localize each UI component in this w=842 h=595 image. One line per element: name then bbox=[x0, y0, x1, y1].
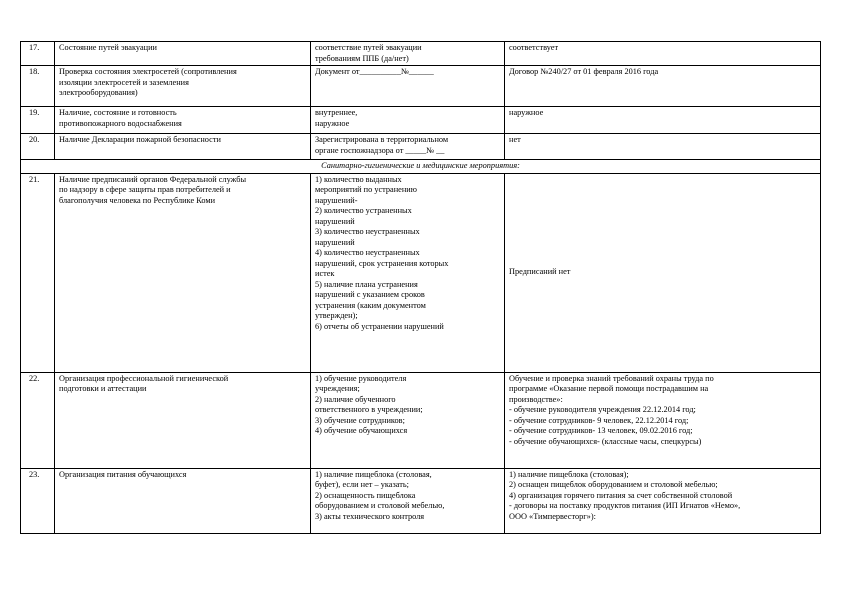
row-name: Наличие предписаний органов Федеральной службы по надзору в сфере защиты прав потребителей и благополучия человека по Республике Коми bbox=[55, 173, 311, 372]
row-name: Организация питания обучающихся bbox=[55, 468, 311, 533]
row-criterion: Зарегистрирована в территориальном органе госпожнадзора от _____№ __ bbox=[311, 134, 505, 160]
row-criterion: внутреннее, наружное bbox=[311, 107, 505, 134]
row-name: Состояние путей эвакуации bbox=[55, 42, 311, 66]
table-row bbox=[21, 42, 821, 66]
row-value: 1) наличие пищеблока (столовая); 2) оснащен пищеблок оборудованием и столовой мебелью; 4) организация горячего питания за счет собственной столовой - договоры на поставку продуктов питания (ИП Игнатов «Немо», ООО «Тимпервесторг»): bbox=[505, 468, 821, 533]
row-value: Договор №240/27 от 01 февраля 2016 года bbox=[505, 66, 821, 107]
inspection-table bbox=[20, 41, 821, 534]
row-number: 19. bbox=[21, 107, 55, 134]
row-name: Проверка состояния электросетей (сопротивления изоляции электросетей и заземления электрооборудования) bbox=[55, 66, 311, 107]
row-number: 17. bbox=[21, 42, 55, 66]
row-number: 18. bbox=[21, 66, 55, 107]
row-number: 22. bbox=[21, 372, 55, 468]
table-row bbox=[21, 468, 821, 533]
row-value: Предписаний нет bbox=[505, 173, 821, 372]
row-criterion: 1) обучение руководителя учреждения; 2) наличие обученного ответственного в учреждении; 3) обучение сотрудников; 4) обучение обучающихся bbox=[311, 372, 505, 468]
row-name: Организация профессиональной гигиенической подготовки и аттестации bbox=[55, 372, 311, 468]
section-heading: Санитарно-гигиенические и медицинские мероприятия: bbox=[21, 160, 821, 174]
table-row bbox=[21, 372, 821, 468]
section-row bbox=[21, 160, 821, 174]
row-value: нет bbox=[505, 134, 821, 160]
row-value: соответствует bbox=[505, 42, 821, 66]
row-criterion: соответствие путей эвакуации требованиям ППБ (да/нет) bbox=[311, 42, 505, 66]
row-number: 23. bbox=[21, 468, 55, 533]
row-value: Обучение и проверка знаний требований охраны труда по программе «Оказание первой помощи пострадавшим на производстве»: - обучение руководителя учреждения 22.12.2014 год; - обучение сотрудников- 9 человек, 22.12.2014 год; - обучение сотрудников- 13 человек, 09.02.2016 год; - обучение обучающихся- (классные часы, спецкурсы) bbox=[505, 372, 821, 468]
table-row bbox=[21, 66, 821, 107]
row-name: Наличие Декларации пожарной безопасности bbox=[55, 134, 311, 160]
table-row bbox=[21, 134, 821, 160]
row-name: Наличие, состояние и готовность противопожарного водоснабжения bbox=[55, 107, 311, 134]
row-criterion: 1) количество выданных мероприятий по устранению нарушений- 2) количество устраненных нарушений 3) количество неустраненных нарушений 4) количество неустраненных нарушений, срок устранения которых истек 5) наличие плана устранения нарушений с указанием сроков устранения (каким документом утвержден); 6) отчеты об устранении нарушений bbox=[311, 173, 505, 372]
table-row bbox=[21, 173, 821, 372]
table-row bbox=[21, 107, 821, 134]
row-number: 21. bbox=[21, 173, 55, 372]
row-criterion: Документ от__________№______ bbox=[311, 66, 505, 107]
row-criterion: 1) наличие пищеблока (столовая, буфет), если нет – указать; 2) оснащенность пищеблока оборудованием и столовой мебелью, 3) акты технического контроля bbox=[311, 468, 505, 533]
row-number: 20. bbox=[21, 134, 55, 160]
row-value: наружное bbox=[505, 107, 821, 134]
